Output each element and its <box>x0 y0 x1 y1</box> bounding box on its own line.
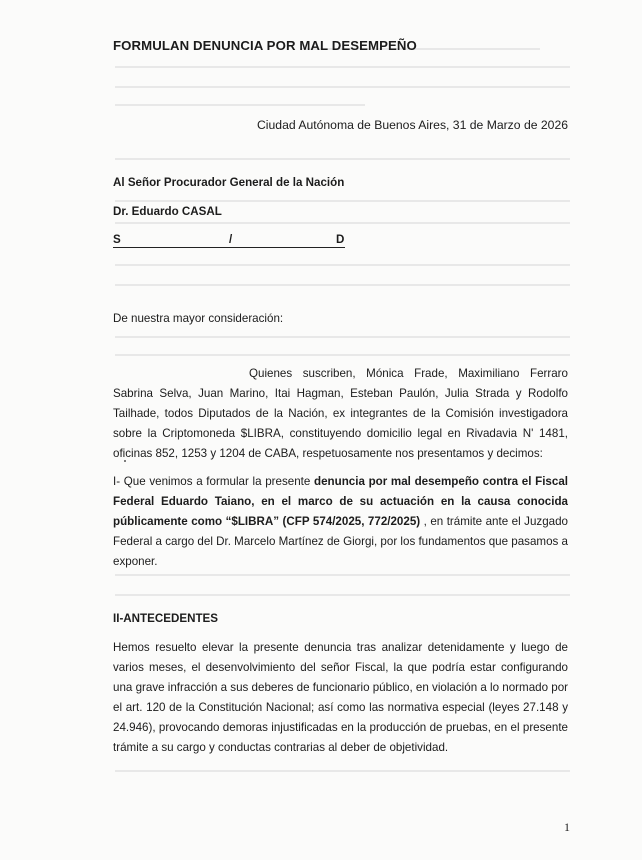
section-2-title: II-ANTECEDENTES <box>113 612 218 625</box>
section-2-paragraph: Hemos resuelto elevar la presente denuncia tras analizar detenidamente y luego de varios meses, el desenvolvimiento del señor Fiscal, la que podría estar configurando una grave infracción a sus deberes de funcionario público, en violación a lo normado por el art. 120 de la Constitución Nacional; así como las normativa especial (leyes 27.148 y 24.946), provocando demoras injustificadas en la producción de pruebas, en el presente trámite a su cargo y conductas contrarias al deber de objetividad. <box>113 641 569 754</box>
section-1-suffix: , en trámite ante el Juzgado Federal a cargo del Dr. Marcelo Martínez de Giorgi, por los fundamentos que pasamos a exponer. <box>113 515 568 568</box>
speck-mark <box>124 460 126 462</box>
greeting: De nuestra mayor consideración: <box>113 312 284 325</box>
section-1-prefix: I- Que venimos a formular la presente <box>113 475 314 488</box>
sd-slash: / <box>229 233 233 246</box>
bleed-through-line <box>115 158 570 160</box>
sd-d: D <box>336 233 345 246</box>
recipient-line-1: Al Señor Procurador General de la Nación <box>113 176 345 189</box>
bleed-through-line <box>115 336 570 338</box>
bleed-through-line <box>115 200 570 202</box>
section-1-paragraph <box>113 472 568 572</box>
intro-paragraph: Quienes suscriben, Mónica Frade, Maximiliano Ferraro Sabrina Selva, Juan Marino, Itai Hagman, Esteban Paulón, Julia Strada y Rodolfo Tailhade, todos Diputados de la Nación, ex integrantes de la Comisión investigadora sobre la Criptomoneda $LIBRA, constituyendo domicilio legal en Rivadavia N' 1481, oficinas 852, 1253 y 1204 de CABA, respetuosamente nos presentamos y decimos: <box>113 367 568 460</box>
date-line: Ciudad Autónoma de Buenos Aires, 31 de Marzo de 2026 <box>257 118 568 132</box>
section-1-bold: denuncia por mal desempeño contra el Fiscal Federal Eduardo Taiano, en el marco de su actuación en la causa conocida públicamente como “$LIBRA” (CFP 574/2025, 772/2025) <box>113 475 568 528</box>
bleed-through-line <box>115 574 570 576</box>
bleed-through-line <box>115 104 365 106</box>
bleed-through-line <box>115 354 570 356</box>
bleed-through-line <box>115 770 570 772</box>
bleed-through-line <box>115 284 570 286</box>
bleed-through-line <box>115 264 570 266</box>
page-number: 1 <box>564 820 570 834</box>
sd-s: S <box>113 233 121 246</box>
bleed-through-line <box>115 222 570 224</box>
bleed-through-line <box>115 594 570 596</box>
bleed-through-line <box>115 66 570 68</box>
document-title: FORMULAN DENUNCIA POR MAL DESEMPEÑO <box>113 38 417 53</box>
sd-salutation <box>113 233 345 248</box>
recipient-line-2: Dr. Eduardo CASAL <box>113 205 222 218</box>
bleed-through-line <box>115 86 570 88</box>
